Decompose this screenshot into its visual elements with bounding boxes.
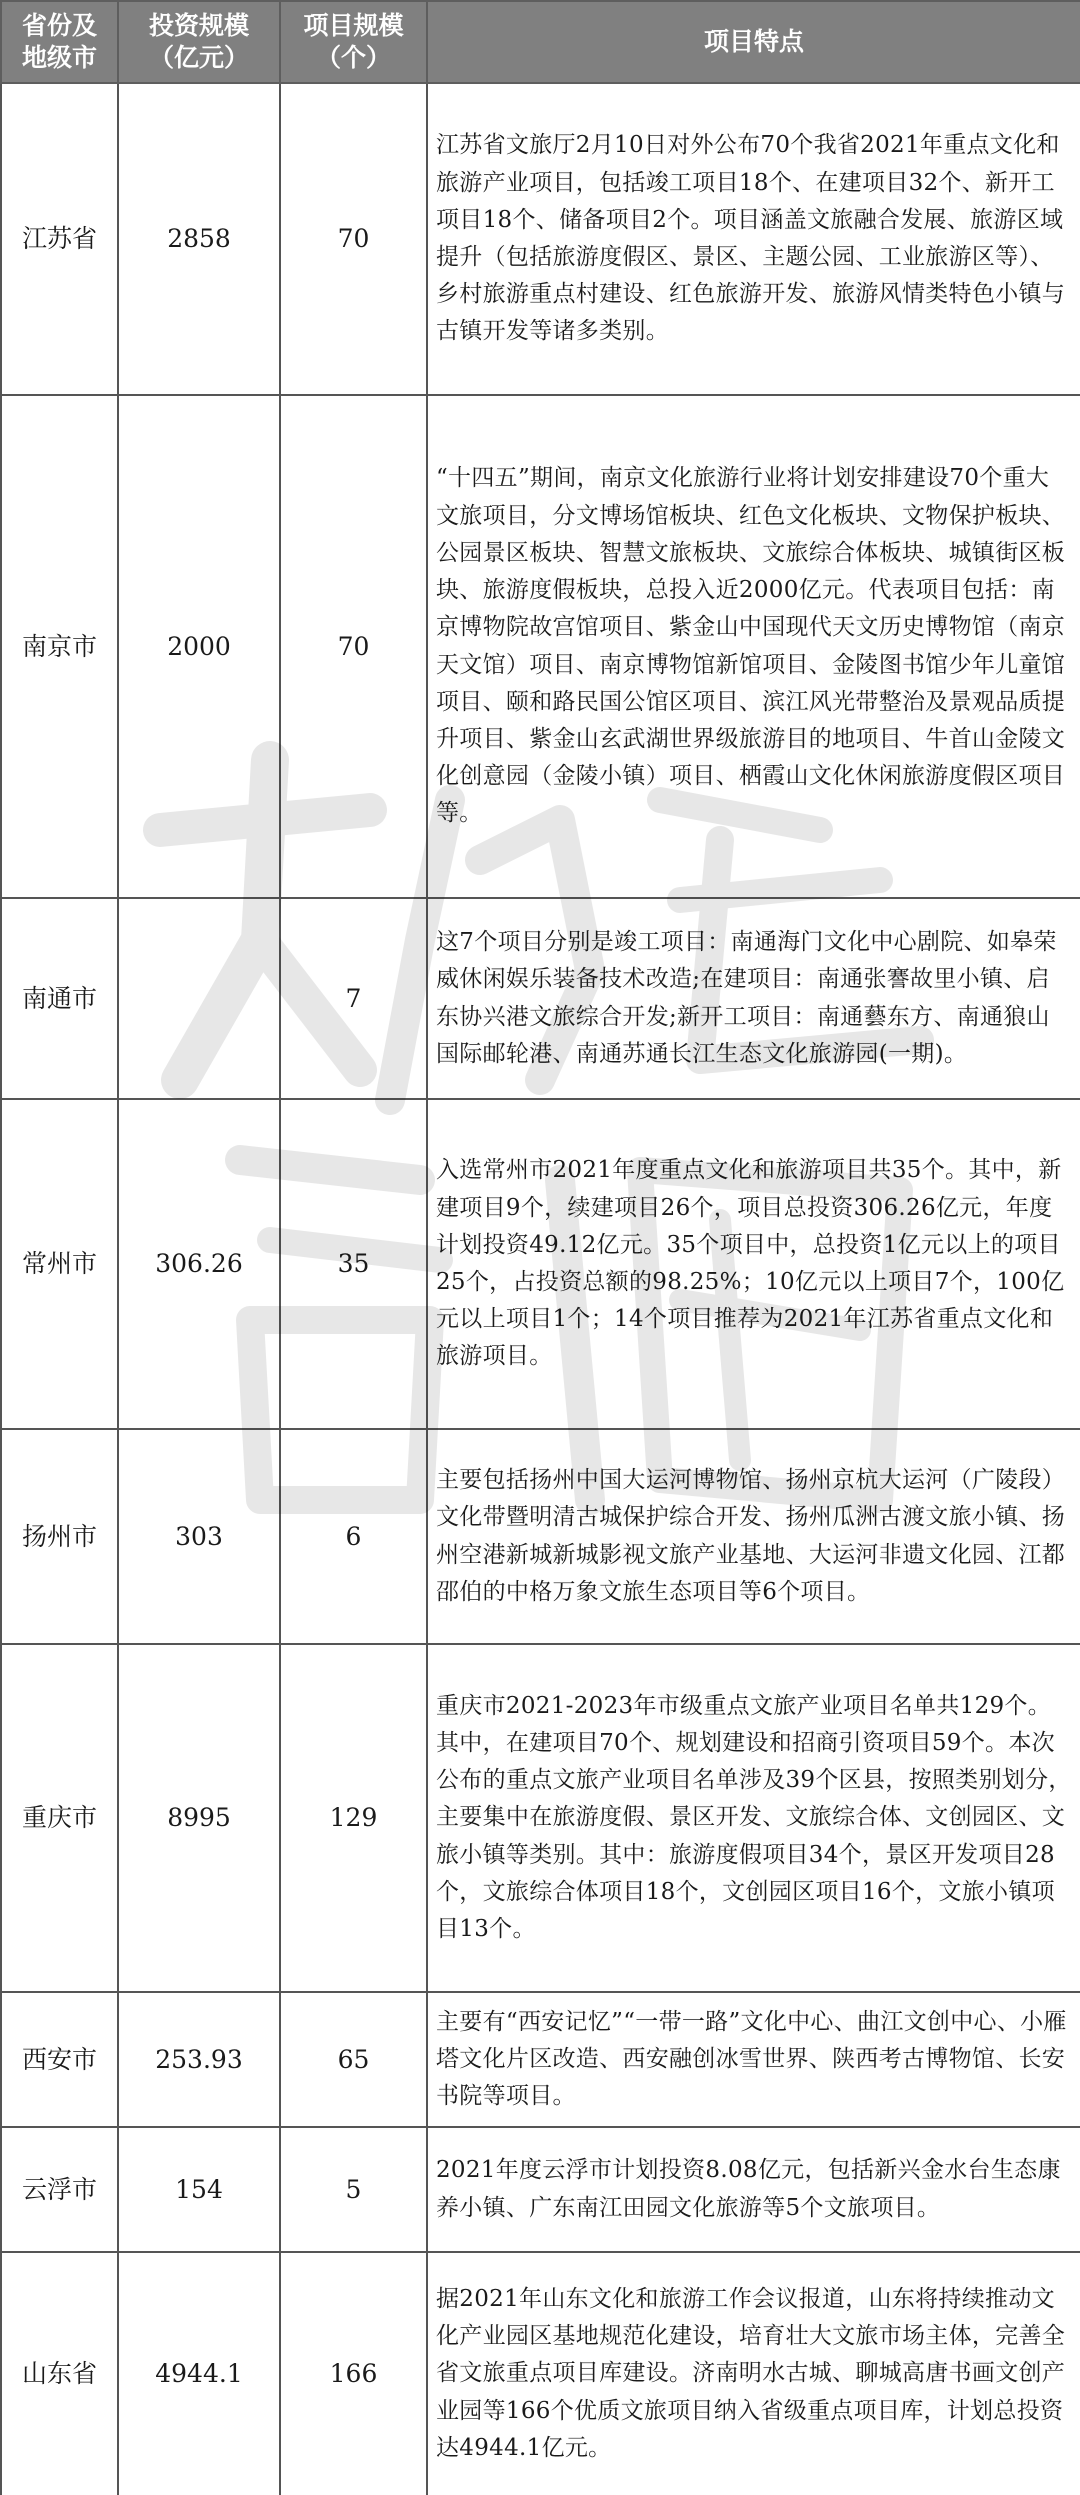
investment-cell <box>118 898 280 1099</box>
region-cell: 扬州市 <box>1 1429 118 1644</box>
projects-cell: 70 <box>280 83 427 395</box>
features-cell: 主要有“西安记忆”“一带一路”文化中心、曲江文创中心、小雁塔文化片区改造、西安融创冰雪世界、陕西考古博物馆、长安书院等项目。 <box>427 1992 1080 2127</box>
region-cell: 南通市 <box>1 898 118 1099</box>
investment-cell: 306.26 <box>118 1099 280 1429</box>
features-cell: 据2021年山东文化和旅游工作会议报道，山东将持续推动文化产业园区基地规范化建设，培育壮大文旅市场主体，完善全省文旅重点项目库建设。济南明水古城、聊城高唐书画文创产业园等166个优质文旅项目纳入省级重点项目库，计划总投资达4944.1亿元。 <box>427 2252 1080 2495</box>
header-projects: 项目规模 （个） <box>280 1 427 83</box>
region-cell: 江苏省 <box>1 83 118 395</box>
region-cell: 山东省 <box>1 2252 118 2495</box>
region-cell: 南京市 <box>1 395 118 898</box>
investment-cell: 253.93 <box>118 1992 280 2127</box>
table-row <box>1 83 1080 395</box>
projects-cell: 129 <box>280 1644 427 1992</box>
features-cell: 重庆市2021-2023年市级重点文旅产业项目名单共129个。其中，在建项目70个、规划建设和招商引资项目59个。本次公布的重点文旅产业项目名单涉及39个区县，按照类别划分，主要集中在旅游度假、景区开发、文旅综合体、文创园区、文旅小镇等类别。其中：旅游度假项目34个，景区开发项目28个，文旅综合体项目18个，文创园区项目16个，文旅小镇项目13个。 <box>427 1644 1080 1992</box>
features-cell: 2021年度云浮市计划投资8.08亿元，包括新兴金水台生态康养小镇、广东南江田园文化旅游等5个文旅项目。 <box>427 2127 1080 2252</box>
header-row <box>1 1 1080 83</box>
projects-cell: 166 <box>280 2252 427 2495</box>
investment-cell: 8995 <box>118 1644 280 1992</box>
table-row <box>1 2127 1080 2252</box>
table-row <box>1 2252 1080 2495</box>
header-features: 项目特点 <box>427 1 1080 83</box>
investment-cell: 4944.1 <box>118 2252 280 2495</box>
investment-cell: 2858 <box>118 83 280 395</box>
features-cell: 入选常州市2021年度重点文化和旅游项目共35个。其中，新建项目9个，续建项目26个，项目总投资306.26亿元，年度计划投资49.12亿元。35个项目中，总投资1亿元以上的项目25个，占投资总额的98.25%；10亿元以上项目7个，100亿元以上项目1个；14个项目推荐为2021年江苏省重点文化和旅游项目。 <box>427 1099 1080 1429</box>
table-row <box>1 395 1080 898</box>
region-cell: 西安市 <box>1 1992 118 2127</box>
header-region: 省份及 地级市 <box>1 1 118 83</box>
table-row <box>1 1644 1080 1992</box>
projects-cell: 70 <box>280 395 427 898</box>
projects-cell: 35 <box>280 1099 427 1429</box>
projects-cell: 6 <box>280 1429 427 1644</box>
projects-cell: 7 <box>280 898 427 1099</box>
projects-cell: 65 <box>280 1992 427 2127</box>
region-cell: 云浮市 <box>1 2127 118 2252</box>
features-cell: 主要包括扬州中国大运河博物馆、扬州京杭大运河（广陵段）文化带暨明清古城保护综合开发、扬州瓜洲古渡文旅小镇、扬州空港新城新城影视文旅产业基地、大运河非遗文化园、江都邵伯的中格万象文旅生态项目等6个项目。 <box>427 1429 1080 1644</box>
region-cell: 重庆市 <box>1 1644 118 1992</box>
features-cell: 这7个项目分别是竣工项目：南通海门文化中心剧院、如皋荣威休闲娱乐装备技术改造;在建项目：南通张謇故里小镇、启东协兴港文旅综合开发;新开工项目：南通藝东方、南通狼山国际邮轮港、南通苏通长江生态文化旅游园(一期)。 <box>427 898 1080 1099</box>
header-investment: 投资规模 （亿元） <box>118 1 280 83</box>
table-row <box>1 1429 1080 1644</box>
region-cell: 常州市 <box>1 1099 118 1429</box>
investment-cell: 303 <box>118 1429 280 1644</box>
table-row <box>1 898 1080 1099</box>
table-row <box>1 1099 1080 1429</box>
investment-cell: 2000 <box>118 395 280 898</box>
features-cell: 江苏省文旅厅2月10日对外公布70个我省2021年重点文化和旅游产业项目，包括竣工项目18个、在建项目32个、新开工项目18个、储备项目2个。项目涵盖文旅融合发展、旅游区域提升（包括旅游度假区、景区、主题公园、工业旅游区等）、乡村旅游重点村建设、红色旅游开发、旅游风情类特色小镇与古镇开发等诸多类别。 <box>427 83 1080 395</box>
projects-cell: 5 <box>280 2127 427 2252</box>
table-row <box>1 1992 1080 2127</box>
features-cell: “十四五”期间，南京文化旅游行业将计划安排建设70个重大文旅项目，分文博场馆板块、红色文化板块、文物保护板块、公园景区板块、智慧文旅板块、文旅综合体板块、城镇街区板块、旅游度假板块，总投入近2000亿元。代表项目包括：南京博物院故宫馆项目、紫金山中国现代天文历史博物馆（南京天文馆）项目、南京博物馆新馆项目、金陵图书馆少年儿童馆项目、颐和路民国公馆区项目、滨江风光带整治及景观品质提升项目、紫金山玄武湖世界级旅游目的地项目、牛首山金陵文化创意园（金陵小镇）项目、栖霞山文化休闲旅游度假区项目等。 <box>427 395 1080 898</box>
investment-cell: 154 <box>118 2127 280 2252</box>
